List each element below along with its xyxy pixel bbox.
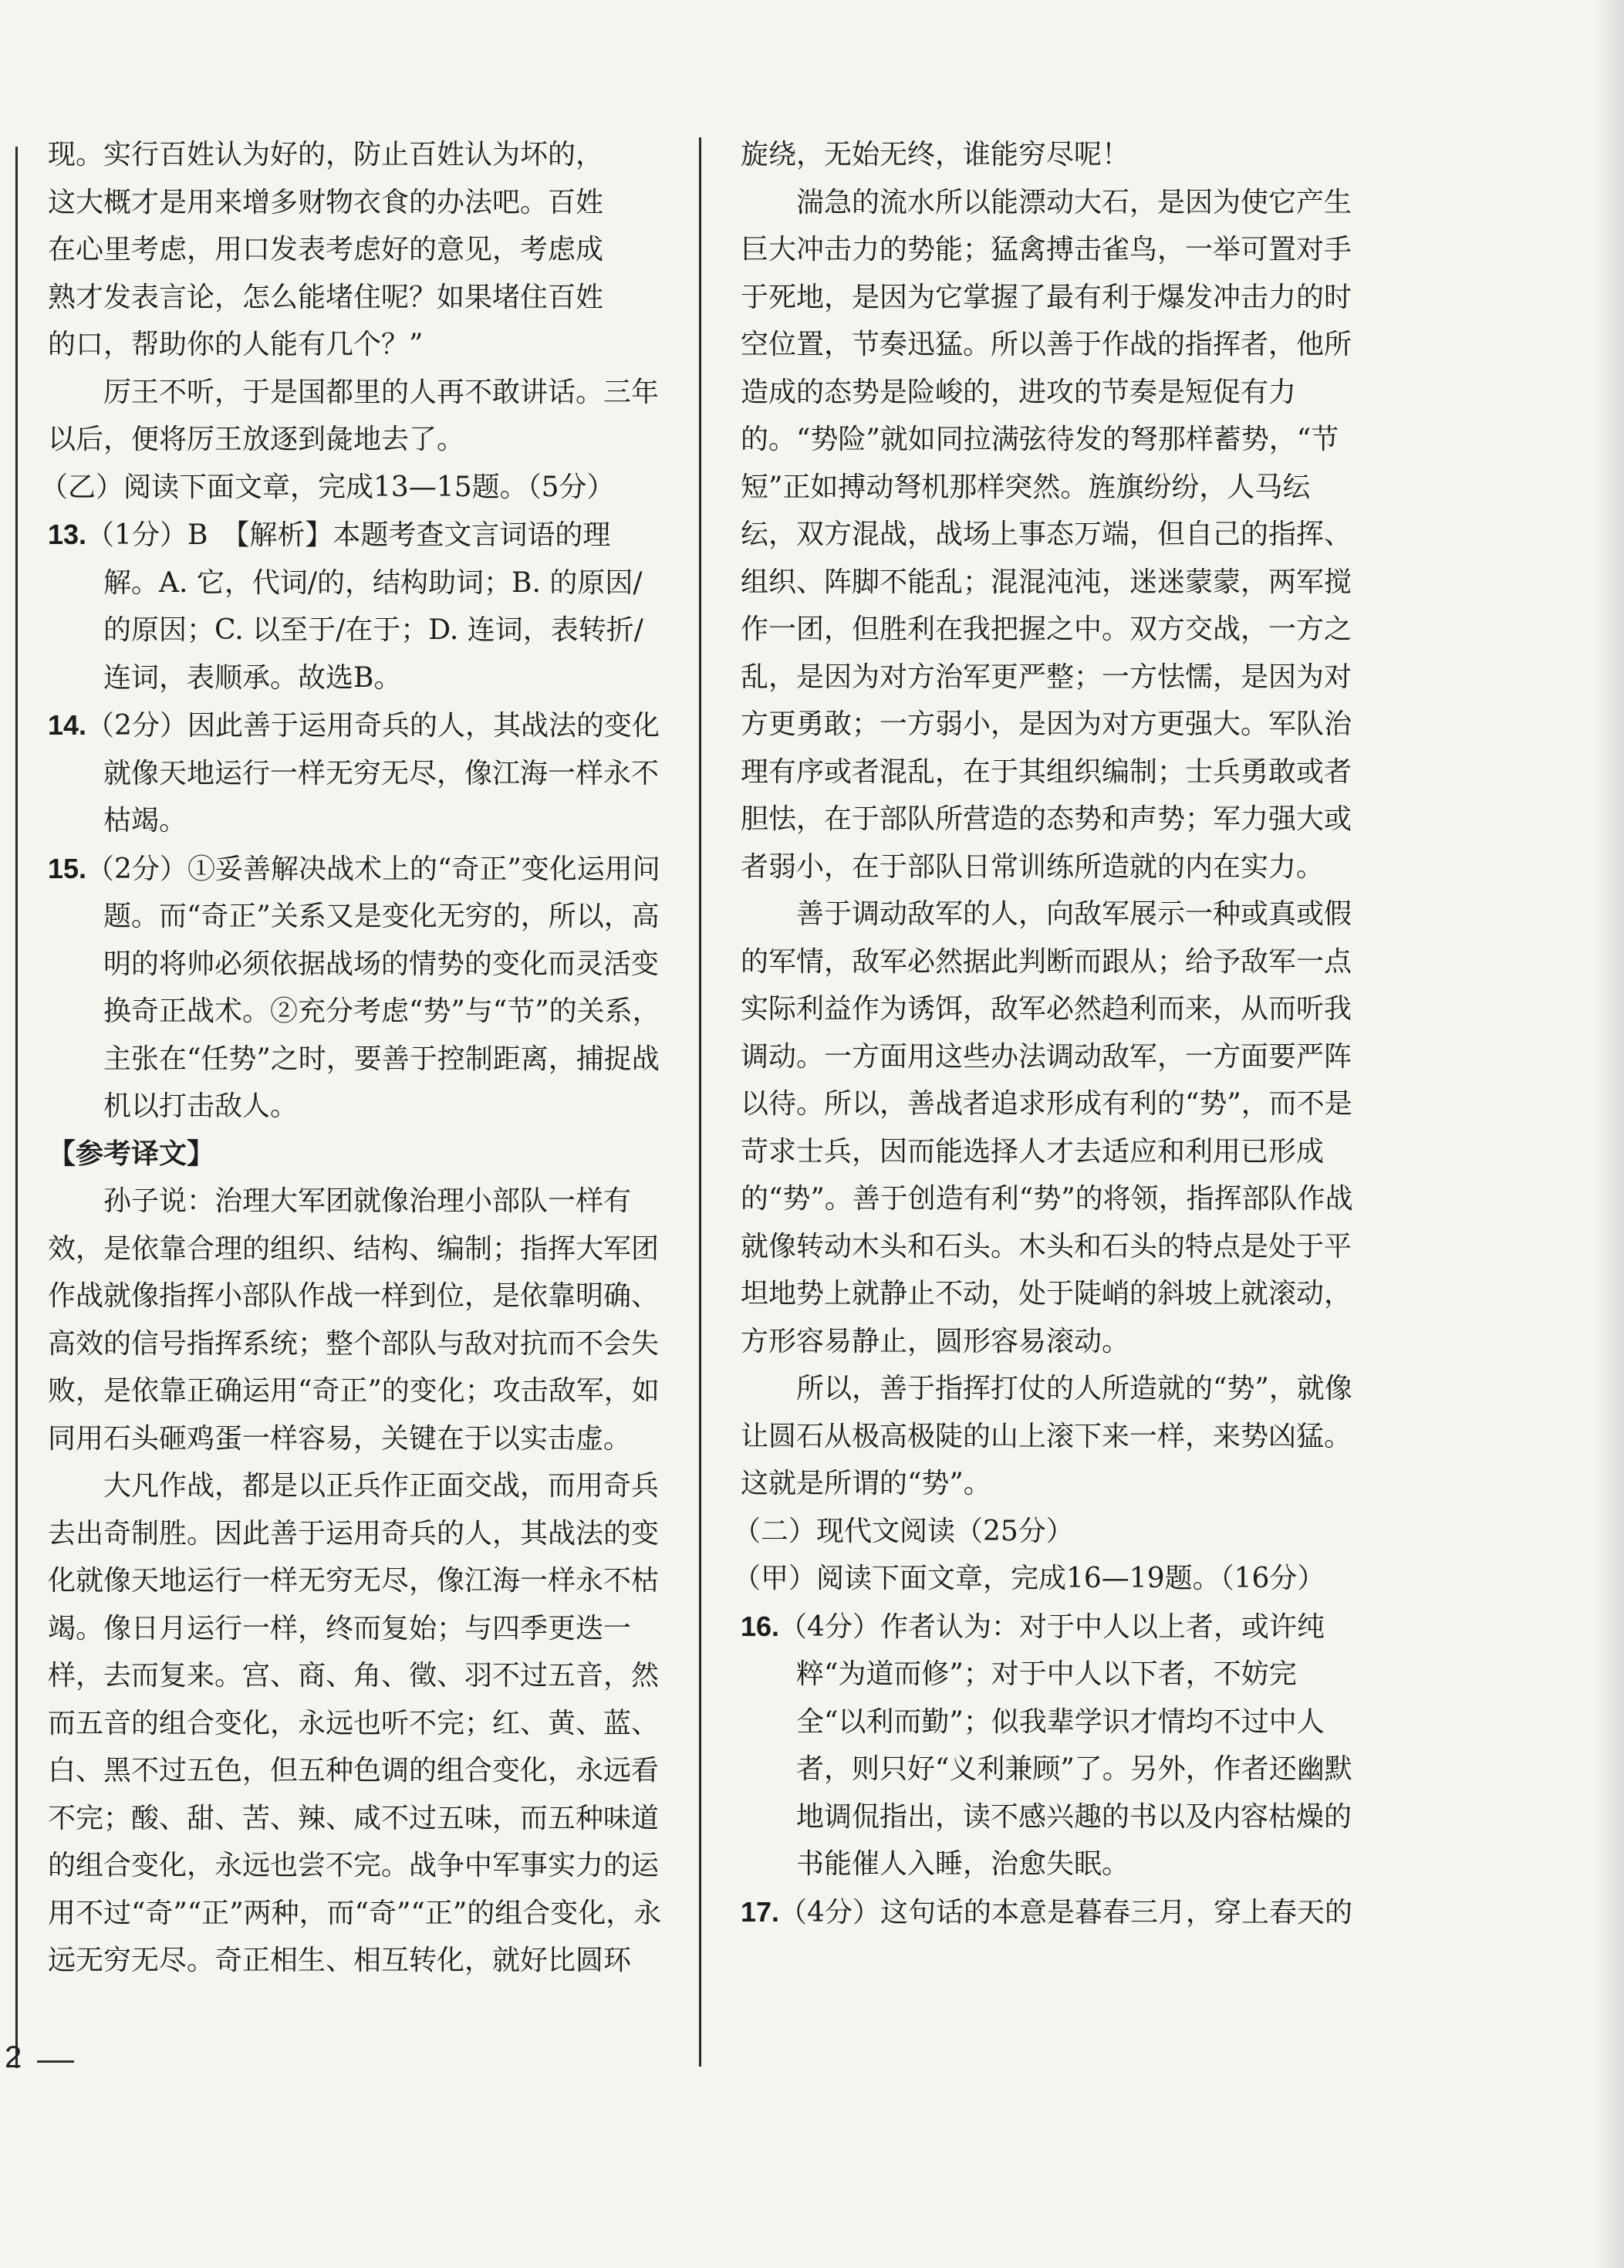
answer-text: （2分）因此善于运用奇兵的人，其战法的变化就像天地运行一样无穷无尽，像江海一样永不枯竭。 xyxy=(86,710,660,837)
question-15 xyxy=(48,845,665,1131)
text-line: 旋绕，无始无终，谁能穷尽呢！ xyxy=(741,139,1130,171)
question-number: 15. xyxy=(48,852,87,884)
answer-text: （1分）B 【解析】本题考查文言词语的理解。A. 它，代词/的，结构助词；B. 的原因/的原因；C. 以至于/在于；D. 连词，表转折/连词，表顺承。故选B。 xyxy=(86,519,643,694)
reference-translation-title: 【参考译文】 xyxy=(48,1137,215,1170)
text-line: 熟才发表言论，怎么能堵住呢？如果堵住百姓 xyxy=(48,281,604,313)
section-heading: （甲）阅读下面文章，完成16—19题。（16分） xyxy=(733,1563,1325,1594)
column-divider xyxy=(699,137,701,2067)
page-number-dash xyxy=(37,2060,74,2063)
question-number: 16. xyxy=(741,1610,780,1642)
text-line: 在心里考虑，用口发表考虑好的意见，考虑成 xyxy=(48,234,604,265)
question-number: 17. xyxy=(741,1895,780,1928)
answer-text: （2分）①妥善解决战术上的“奇正”变化运用问题。而“奇正”关系又是变化无穷的，所以，高明的将帅必须依据战场的情势的变化而灵活变换奇正战术。②充分考虑“势”与“节”的关系，主张在“任势”之时，要善于控制距离，捕捉战机以打击敌人。 xyxy=(86,853,660,1122)
paragraph: 厉王不听，于是国都里的人再不敢讲话。三年以后，便将厉王放逐到彘地去了。 xyxy=(48,376,660,455)
text-line: 的口，帮助你的人能有几个？” xyxy=(48,329,424,360)
left-column xyxy=(40,131,665,1985)
text-line: 现。实行百姓认为好的，防止百姓认为坏的， xyxy=(48,139,604,171)
section-heading: （二）现代文阅读（25分） xyxy=(733,1515,1074,1547)
paragraph: 大凡作战，都是以正兵作正面交战，而用奇兵去出奇制胜。因此善于运用奇兵的人，其战法的变化就像天地运行一样无穷无尽，像江海一样永不枯竭。像日月运行一样，终而复始；与四季更迭一样，去而复来。宫、商、角、徵、羽不过五音，然而五音的组合变化，永远也听不完；红、黄、蓝、白、黑不过五色，但五种色调的组合变化，永远看不完；酸、甜、苦、辣、咸不过五味，而五种味道的组合变化，永远也尝不完。战争中军事实力的运用不过“奇”“正”两种，而“奇”“正”的组合变化，永远无穷无尽。奇正相生、相互转化，就好比圆环 xyxy=(48,1470,662,1976)
answer-text: （4分）作者认为：对于中人以上者，或许纯粹“为道而修”；对于中人以下者，不妨完全“以利而勤”；似我辈学识才情均不过中人者，则只好“义利兼顾”了。另外，作者还幽默地调侃指出，读不感兴趣的书以及内容枯燥的书能催人入睡，治愈失眠。 xyxy=(779,1611,1352,1880)
question-16 xyxy=(741,1603,1356,1888)
question-number: 13. xyxy=(48,519,87,550)
question-17 xyxy=(741,1888,1356,1937)
paragraph: 善于调动敌军的人，向敌军展示一种或真或假的军情，敌军必然据此判断而跟从；给予敌军一点实际利益作为诱饵，敌军必然趋利而来，从而听我调动。一方面用这些办法调动敌军，一方面要严阵以待。所以，善战者追求形成有利的“势”，而不是苛求士兵，因而能选择人才去适应和利用已形成的“势”。善于创造有利“势”的将领，指挥部队作战就像转动木头和石头。木头和石头的特点是处于平坦地势上就静止不动，处于陡峭的斜坡上就滚动，方形容易静止，圆形容易滚动。 xyxy=(741,898,1353,1357)
page-edge-line xyxy=(15,147,18,2068)
question-number: 14. xyxy=(48,709,87,741)
page-binding-shadow xyxy=(1593,0,1624,2268)
text-line: 这大概才是用来增多财物衣食的办法吧。百姓 xyxy=(48,186,604,218)
page-number: 2 xyxy=(5,2040,22,2074)
question-13 xyxy=(48,511,665,701)
paragraph: 所以，善于指挥打仗的人所造就的“势”，就像让圆石从极高极陡的山上滚下来一样，来势凶猛。这就是所谓的“势”。 xyxy=(741,1373,1352,1499)
paragraph: 孙子说：治理大军团就像治理小部队一样有效，是依靠合理的组织、结构、编制；指挥大军团作战就像指挥小部队作战一样到位，是依靠明确、高效的信号指挥系统；整个部队与敌对抗而不会失败，是依靠正确运用“奇正”的变化；攻击敌军，如同用石头砸鸡蛋一样容易，关键在于以实击虚。 xyxy=(48,1185,660,1455)
paragraph: 湍急的流水所以能漂动大石，是因为使它产生巨大冲击力的势能；猛禽搏击雀鸟，一举可置对手于死地，是因为它掌握了最有利于爆发冲击力的时空位置，节奏迅猛。所以善于作战的指挥者，他所造成的态势是险峻的，进攻的节奏是短促有力的。“势险”就如同拉满弦待发的弩那样蓄势，“节短”正如搏动弩机那样突然。旌旗纷纷，人马纭纭，双方混战，战场上事态万端，但自己的指挥、组织、阵脚不能乱；混混沌沌，迷迷蒙蒙，两军搅作一团，但胜利在我把握之中。双方交战，一方之乱，是因为对方治军更严整；一方怯懦，是因为对方更勇敢；一方弱小，是因为对方更强大。军队治理有序或者混乱，在于其组织编制；士兵勇敢或者胆怯，在于部队所营造的态势和声势；军力强大或者弱小，在于部队日常训练所造就的内在实力。 xyxy=(741,186,1352,883)
answer-text: （4分）这句话的本意是暮春三月，穿上春天的 xyxy=(779,1896,1352,1928)
section-heading: （乙）阅读下面文章，完成13—15题。（5分） xyxy=(40,471,615,503)
right-column xyxy=(733,131,1356,1936)
question-14 xyxy=(48,701,665,845)
